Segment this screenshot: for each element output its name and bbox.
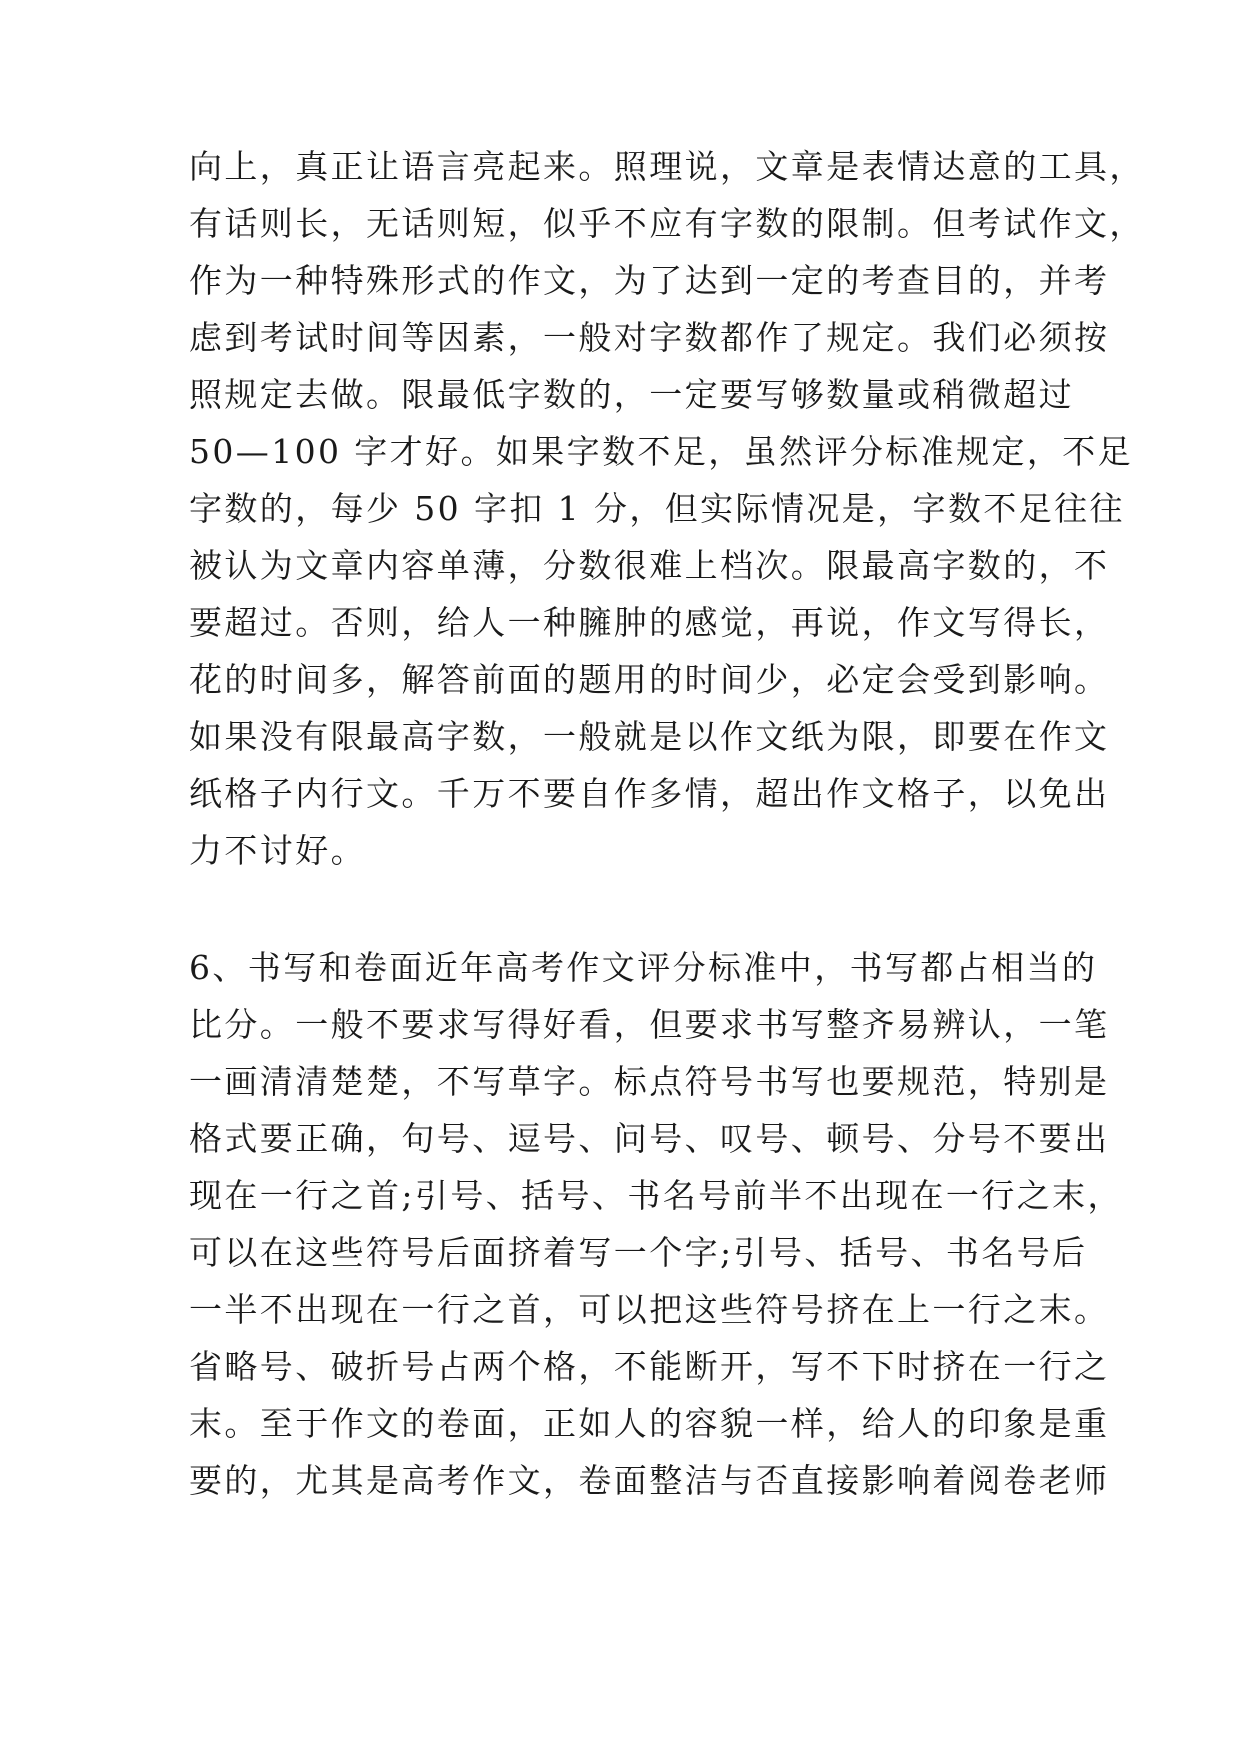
text-line: 省略号、破折号占两个格，不能断开，写不下时挤在一行之	[189, 1347, 1110, 1386]
text-line: 格式要正确，句号、逗号、问号、叹号、顿号、分号不要出	[189, 1119, 1110, 1158]
text-line: 比分。一般不要求写得好看，但要求书写整齐易辨认，一笔	[189, 1005, 1110, 1044]
paragraph-word-count	[189, 138, 1145, 879]
text-line: 一画清清楚楚，不写草字。标点符号书写也要规范，特别是	[189, 1062, 1110, 1101]
text-line: 作为一种特殊形式的作文，为了达到一定的考查目的，并考	[189, 261, 1110, 300]
text-line: 末。至于作文的卷面，正如人的容貌一样，给人的印象是重	[189, 1404, 1110, 1443]
text-line: 如果没有限最高字数，一般就是以作文纸为限，即要在作文	[189, 717, 1110, 756]
text-line: 可以在这些符号后面挤着写一个字;引号、括号、书名号后	[189, 1233, 1088, 1272]
text-line: 要的，尤其是高考作文，卷面整洁与否直接影响着阅卷老师	[189, 1461, 1110, 1500]
text-line: 有话则长，无话则短，似乎不应有字数的限制。但考试作文，	[189, 204, 1145, 243]
text-line: 纸格子内行文。千万不要自作多情，超出作文格子，以免出	[189, 774, 1110, 813]
text-line: 6、书写和卷面近年高考作文评分标准中，书写都占相当的	[189, 948, 1098, 987]
paragraph-handwriting	[189, 939, 1123, 1509]
text-line: 花的时间多，解答前面的题用的时间少，必定会受到影响。	[189, 660, 1110, 699]
text-line: 向上，真正让语言亮起来。照理说，文章是表情达意的工具，	[189, 147, 1145, 186]
text-line: 要超过。否则，给人一种臃肿的感觉，再说，作文写得长，	[189, 603, 1110, 642]
text-line: 虑到考试时间等因素，一般对字数都作了规定。我们必须按	[189, 318, 1110, 357]
text-line: 字数的，每少 50 字扣 1 分，但实际情况是，字数不足往往	[189, 489, 1125, 528]
text-line: 照规定去做。限最低字数的，一定要写够数量或稍微超过	[189, 375, 1074, 414]
text-line: 被认为文章内容单薄，分数很难上档次。限最高字数的，不	[189, 546, 1110, 585]
text-line: 一半不出现在一行之首，可以把这些符号挤在上一行之末。	[189, 1290, 1110, 1329]
text-line: 现在一行之首;引号、括号、书名号前半不出现在一行之末，	[189, 1176, 1123, 1215]
text-line: 50—100 字才好。如果字数不足，虽然评分标准规定，不足	[189, 432, 1134, 471]
text-line: 力不讨好。	[189, 831, 366, 870]
